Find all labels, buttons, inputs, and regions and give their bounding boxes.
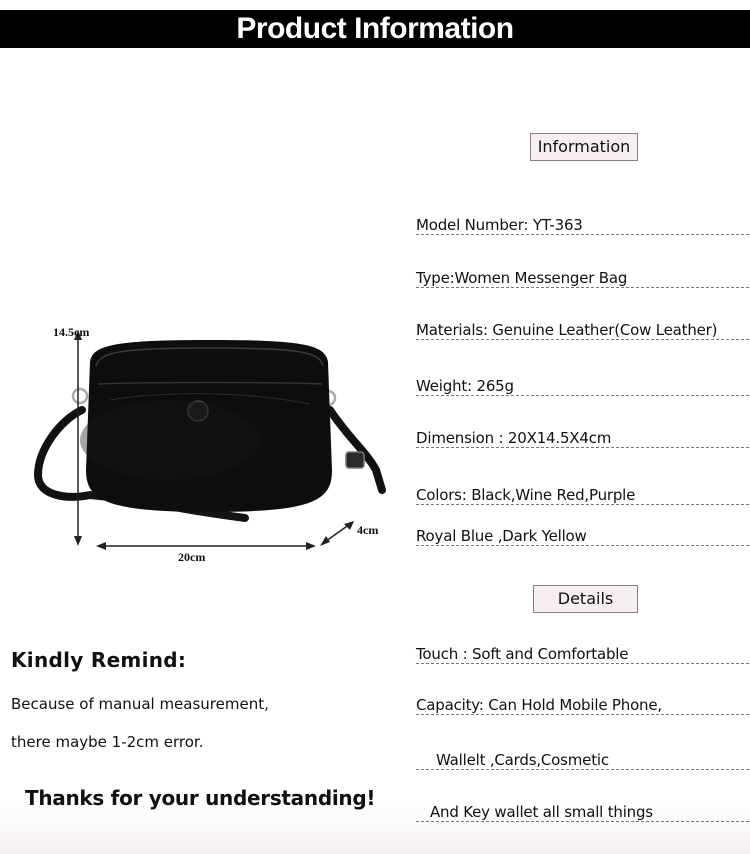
spec-row-model [416, 216, 749, 235]
information-heading: Information [530, 133, 638, 161]
spec-value: 20X14.5X4cm [503, 429, 612, 447]
spec-label: Model Number: [416, 216, 529, 234]
thanks-message: Thanks for your understanding! [25, 786, 376, 810]
detail-row-capacity [416, 696, 749, 715]
detail-value: And Key wallet all small things [430, 803, 653, 821]
spec-value: Genuine Leather(Cow Leather) [487, 321, 718, 339]
spec-row-materials [416, 321, 749, 340]
spec-value: Royal Blue ,Dark Yellow [416, 527, 587, 545]
spec-value: YT-363 [528, 216, 583, 234]
remind-line-1: Because of manual measurement, [11, 695, 269, 713]
width-label: 20cm [178, 550, 206, 564]
page-title: Product Information [236, 12, 514, 45]
spec-row-type [416, 269, 749, 288]
spec-label: Weight: [416, 377, 472, 395]
spec-row-colors [416, 486, 749, 505]
spec-value: Black,Wine Red,Purple [466, 486, 636, 504]
detail-row-capacity-2 [416, 751, 749, 770]
product-image-area [20, 300, 400, 580]
remind-title: Kindly Remind: [11, 648, 187, 672]
spec-value: 265g [471, 377, 514, 395]
detail-row-touch [416, 645, 749, 664]
spec-value: Women Messenger Bag [454, 269, 628, 287]
handbag-illustration [20, 300, 400, 580]
spec-label: Colors: [416, 486, 467, 504]
detail-label: Capacity: [416, 696, 484, 714]
title-banner [0, 10, 750, 48]
height-label: 14.5cm [53, 325, 90, 339]
spec-row-colors-continued [416, 527, 749, 546]
spec-row-dimension [416, 429, 749, 448]
detail-value: Wallelt ,Cards,Cosmetic [436, 751, 609, 769]
spec-label: Materials: [416, 321, 488, 339]
detail-value: Can Hold Mobile Phone, [483, 696, 662, 714]
depth-label: 4cm [357, 523, 379, 537]
detail-row-capacity-3 [416, 803, 749, 822]
remind-line-2: there maybe 1-2cm error. [11, 733, 204, 751]
spec-label: Dimension : [416, 429, 504, 447]
detail-value: Soft and Comfortable [467, 645, 629, 663]
spec-row-weight [416, 377, 749, 396]
detail-label: Touch : [416, 645, 468, 663]
spec-label: Type: [416, 269, 455, 287]
details-heading: Details [533, 585, 638, 613]
